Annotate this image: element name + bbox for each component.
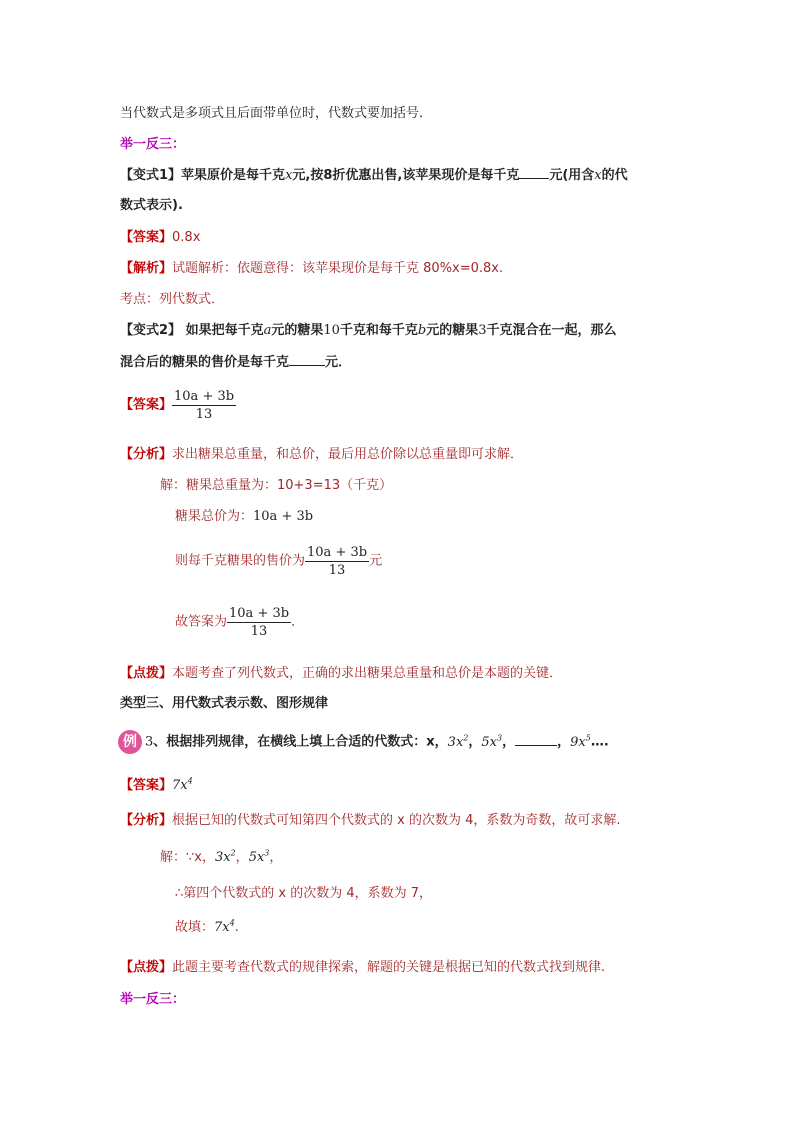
solution-text: 故答案为: [175, 614, 228, 630]
price-fraction: [305, 544, 369, 579]
var-x: x: [594, 168, 602, 183]
solution-text: 则每千克糖果的售价为: [175, 553, 306, 569]
term-3: $5x^3$: [248, 848, 270, 865]
variant-1-text: 的代: [601, 168, 628, 183]
term-2: $3x^2$: [447, 733, 469, 750]
answer-1: [120, 229, 200, 247]
fraction-denominator: 13: [250, 624, 268, 639]
variant-2-line1: [120, 322, 617, 340]
example-text: 、根据排列规律，在横线上填上合适的代数式：x，: [153, 734, 448, 750]
answer-value: $7x^4$: [172, 776, 193, 793]
fraction-numerator: 10a + 3b: [174, 389, 235, 404]
answer-fraction: [172, 388, 236, 423]
solution-3-line2: ∴第四个代数式的 x 的次数为 4，系数为 7，: [175, 886, 433, 901]
ellipsis: ….: [590, 734, 609, 750]
solution-3-line1: 解：∵x，$3x^2$，$5x^3$，: [160, 848, 283, 865]
term-3: $5x^3$: [481, 733, 503, 750]
answer-blank: [519, 166, 549, 179]
solution-2-line1: 解：糖果总重量为：10+3=13（千克）: [160, 478, 393, 493]
practice-title-2: 举一反三：: [120, 992, 186, 1007]
variant-1-label: 【变式1】: [120, 168, 182, 183]
solution-text: ．: [291, 614, 305, 630]
answer-label: 【答案】: [120, 397, 173, 413]
analysis-label: 【分析】: [120, 813, 173, 828]
variant-2-label: 【变式2】: [120, 323, 182, 338]
solution-text: 糖果总价为：: [175, 509, 254, 524]
answer-blank: [289, 353, 325, 366]
fraction-denominator: 13: [195, 407, 213, 422]
note-line: 当代数式是多项式且后面带单位时，代数式要加括号．: [120, 106, 433, 121]
variant-2-text: 元的糖果: [271, 323, 324, 338]
answer-value: 0.8x: [172, 230, 201, 245]
type-3-title: 类型三、用代数式表示数、图形规律: [120, 696, 329, 711]
answer-value: $7x^4$: [214, 918, 235, 935]
variant-1-line1: [120, 166, 628, 185]
number-10: 10: [323, 323, 340, 338]
solution-2-line4: [175, 605, 304, 640]
variant-1-text: 元(用含: [549, 168, 595, 183]
analysis-3: [120, 812, 621, 830]
example-number: 3: [145, 734, 154, 750]
answer-label: 【答案】: [120, 778, 173, 793]
fraction-numerator: 10a + 3b: [307, 545, 368, 560]
var-a: a: [263, 323, 272, 338]
dianbo-3: [120, 959, 605, 977]
term-5: $9x^5$: [570, 733, 591, 750]
answer-2: [120, 388, 236, 423]
answer-fraction: [227, 605, 291, 640]
answer-label: 【答案】: [120, 230, 173, 245]
solution-text: 解：∵x，: [160, 850, 215, 865]
analysis-label: 【分析】: [120, 447, 173, 462]
var-x: x: [285, 168, 293, 183]
practice-title-1: 举一反三：: [120, 137, 186, 152]
analysis-text: 根据已知的代数式可知第四个代数式的 x 的次数为 4，系数为奇数，故可求解.: [172, 813, 621, 828]
variant-2-line2: [120, 353, 351, 372]
variant-2-text: 混合后的糖果的售价是每千克: [120, 355, 290, 370]
math-expression: 10a + 3b: [253, 509, 314, 524]
fraction-numerator: 10a + 3b: [229, 606, 290, 621]
dianbo-text: 本题考查了列代数式，正确的求出糖果总重量和总价是本题的关键．: [172, 666, 563, 681]
analysis-2: [120, 446, 523, 464]
analysis-1: [120, 260, 503, 278]
variant-2-text: 元的糖果: [426, 323, 479, 338]
answer-3: [120, 777, 193, 795]
dianbo-label: 【点拨】: [120, 960, 173, 975]
analysis-text: 试题解析：依题意得：该苹果现价是每千克 80%x=0.8x.: [172, 261, 504, 276]
solution-text: 故填：: [175, 920, 215, 935]
fraction-denominator: 13: [328, 563, 346, 578]
solution-2-line3: [175, 544, 382, 579]
dianbo-text: 此题主要考查代数式的规律探索，解题的关键是根据已知的代数式找到规律.: [172, 960, 606, 975]
variant-1-line2: 数式表示).: [120, 198, 183, 213]
dianbo-2: [120, 665, 562, 683]
dianbo-label: 【点拨】: [120, 666, 173, 681]
analysis-text: 求出糖果总重量，和总价，最后用总价除以总重量即可求解．: [172, 447, 524, 462]
answer-blank: [515, 733, 557, 746]
analysis-label: 【解析】: [120, 261, 173, 276]
variant-2-text: 千克混合在一起，那么: [486, 323, 617, 338]
solution-2-line2: [175, 508, 313, 526]
solution-3-line3: 故填：$7x^4$.: [175, 918, 239, 935]
variant-2-text: 元．: [325, 355, 352, 370]
number-3: 3: [478, 323, 487, 338]
unit-text: 元: [369, 553, 383, 569]
example-3-line: 例 3、根据排列规律，在横线上填上合适的代数式：x，$3x^2$，$5x^3$， ，$9x^5\dots$.: [118, 730, 609, 754]
variant-2-text: 如果把每千克: [181, 323, 264, 338]
variant-1-text: 元,按8折优惠出售,该苹果现价是每千克: [292, 168, 520, 183]
variant-2-text: 千克和每千克: [339, 323, 418, 338]
kaodian-line: 考点：列代数式．: [120, 292, 225, 307]
term-2: $3x^2$: [214, 848, 236, 865]
example-badge-icon: 例: [118, 730, 142, 754]
var-b: b: [417, 323, 427, 338]
variant-1-text: 苹果原价是每千克: [181, 168, 286, 183]
